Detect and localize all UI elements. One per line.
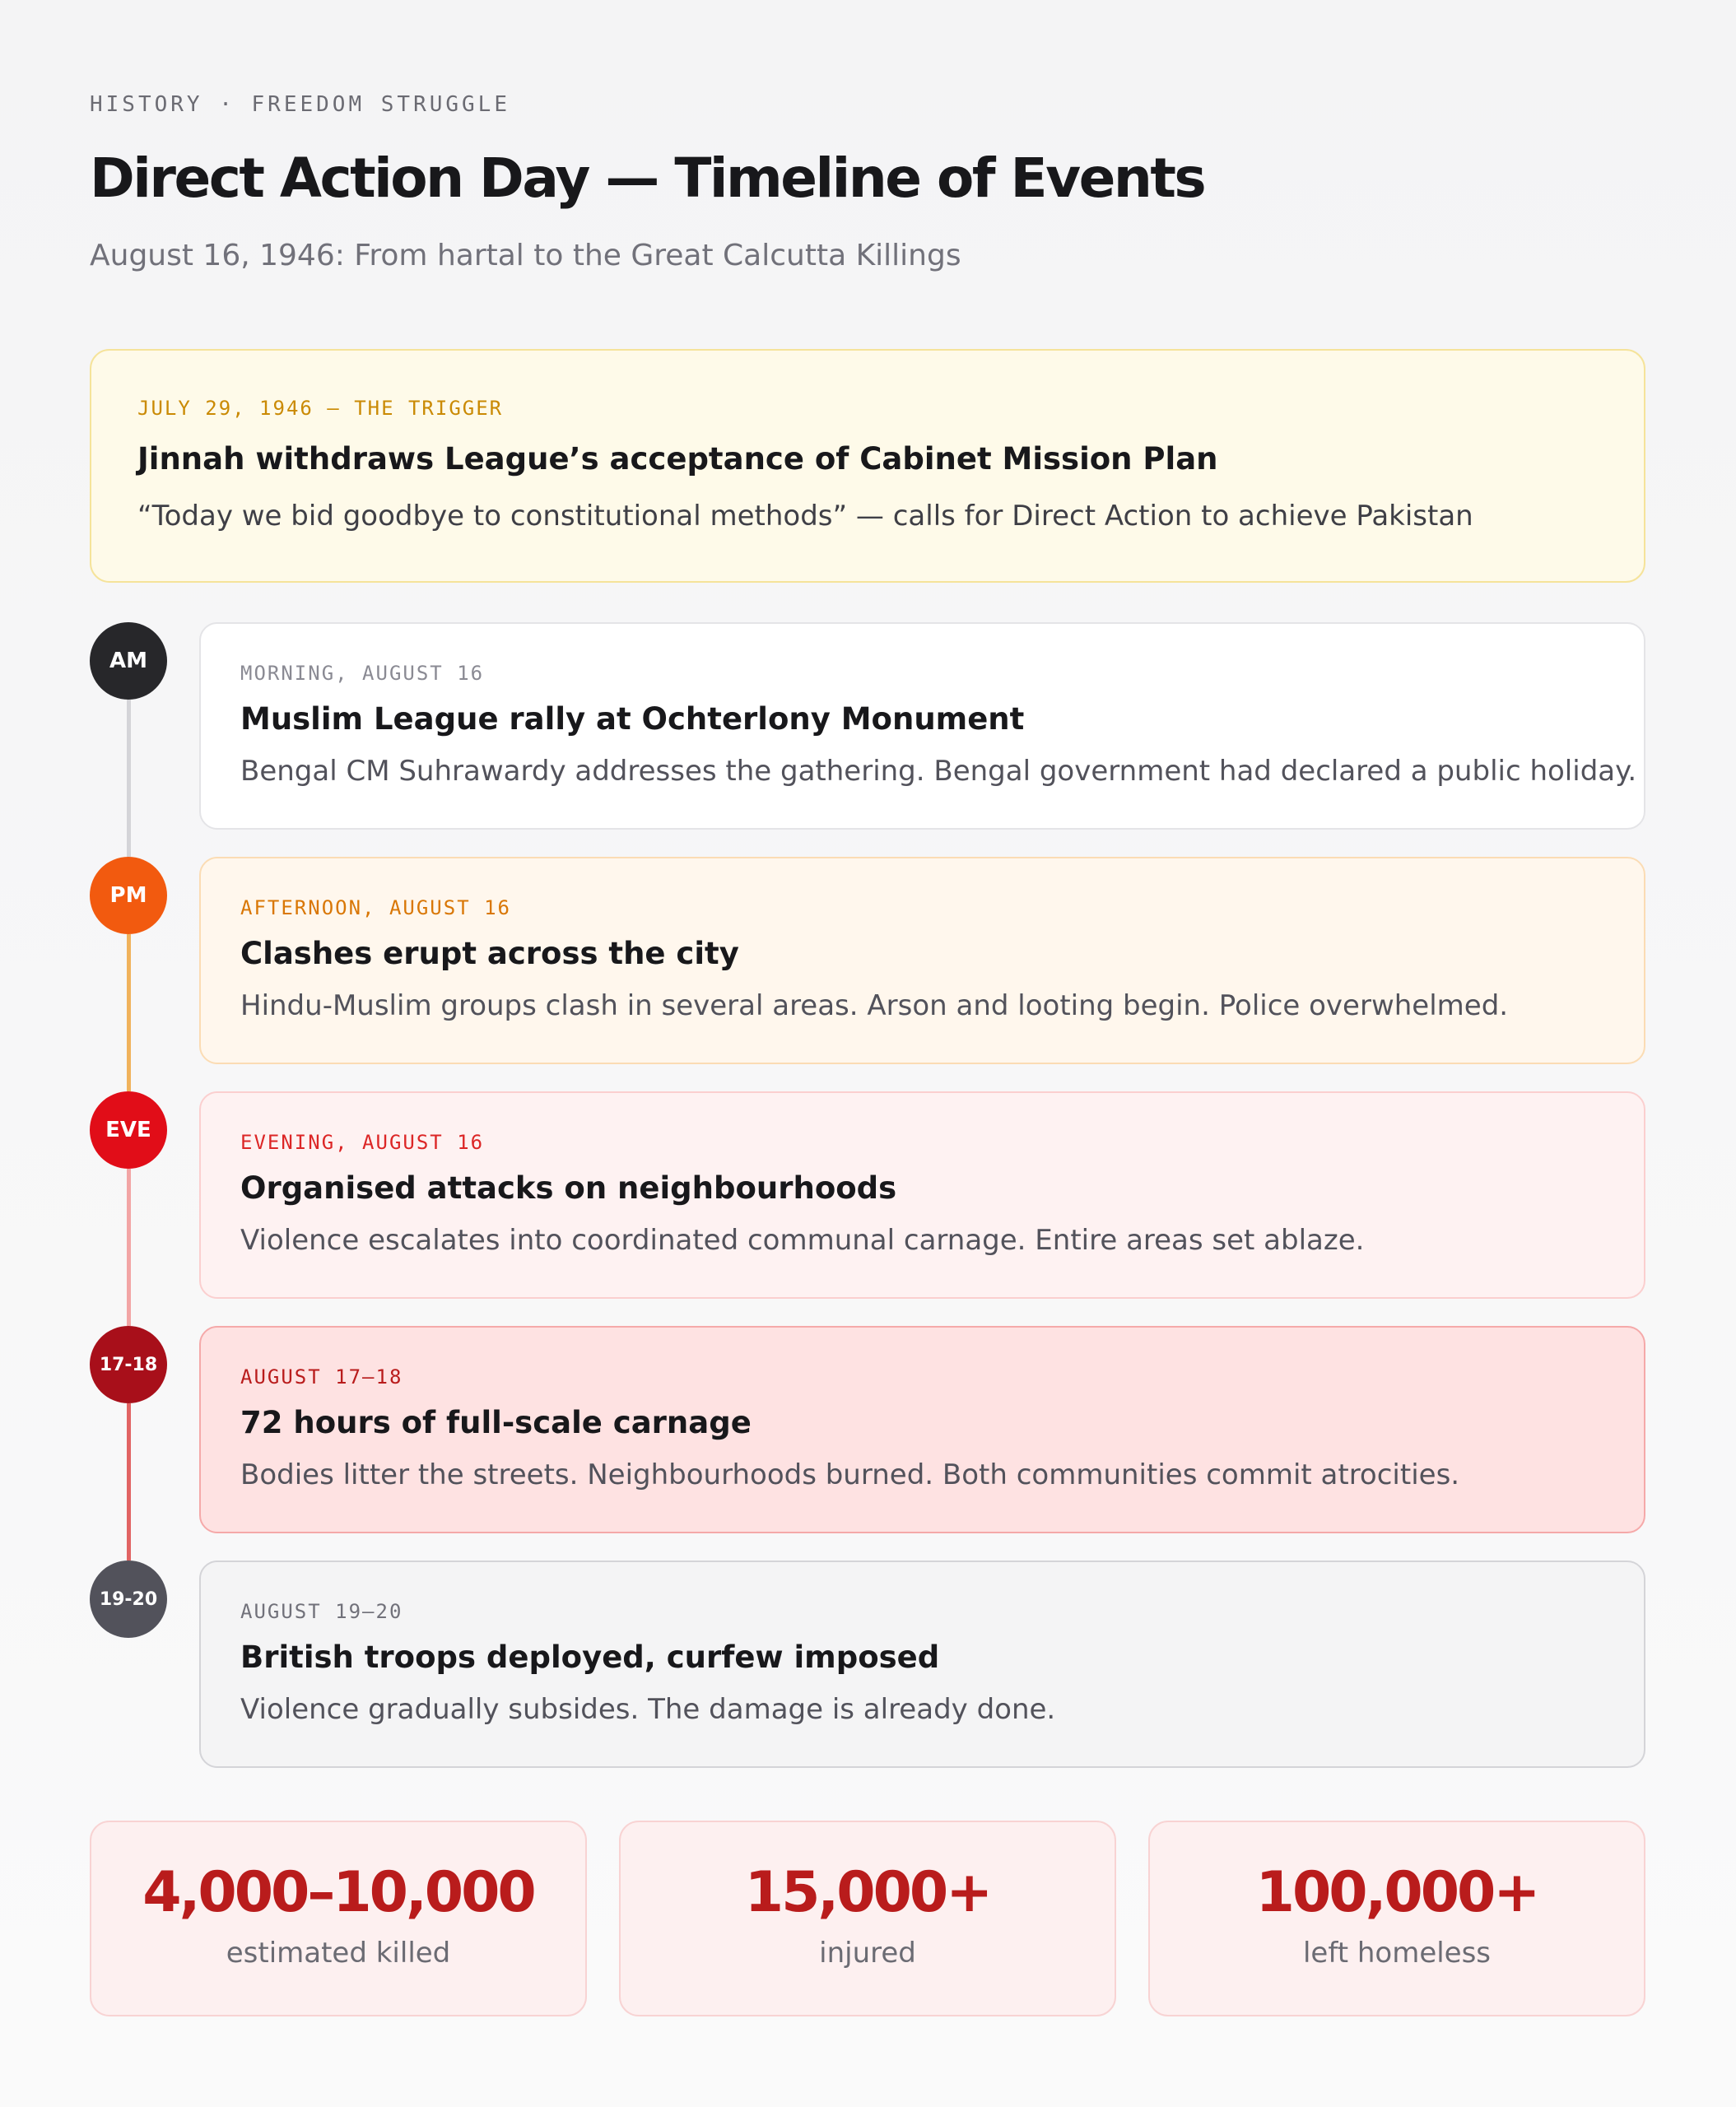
time-badge: PM <box>90 857 167 934</box>
time-badge: EVE <box>90 1091 167 1169</box>
event-card <box>199 1091 1645 1299</box>
event-card <box>199 1560 1645 1768</box>
event-label: AUGUST 19–20 <box>240 1600 403 1623</box>
page-title: Direct Action Day — Timeline of Events <box>90 147 1205 210</box>
stat-card-homeless <box>1148 1821 1645 2016</box>
event-card <box>199 622 1645 830</box>
event-description: Violence escalates into coordinated communal carnage. Entire areas set ablaze. <box>240 1224 1365 1257</box>
event-description: Hindu-Muslim groups clash in several areas. Arson and looting begin. Police overwhelmed. <box>240 989 1509 1022</box>
time-badge: AM <box>90 622 167 700</box>
event-label: AFTERNOON, AUGUST 16 <box>240 896 511 919</box>
stat-caption: left homeless <box>1302 1937 1492 1970</box>
stat-card-injured <box>619 1821 1116 2016</box>
event-card <box>199 857 1645 1064</box>
trigger-heading: Jinnah withdraws League’s acceptance of Cabinet Mission Plan <box>137 441 1218 477</box>
event-label: AUGUST 17–18 <box>240 1365 403 1388</box>
event-description: Bodies litter the streets. Neighbourhoods burned. Both communities commit atrocities. <box>240 1458 1460 1491</box>
event-description: Bengal CM Suhrawardy addresses the gathering. Bengal government had declared a public holiday. <box>240 755 1637 788</box>
stat-card-killed <box>90 1821 587 2016</box>
trigger-card <box>90 349 1645 583</box>
event-heading: Muslim League rally at Ochterlony Monument <box>240 701 1025 737</box>
eyebrow: HISTORY · FREEDOM STRUGGLE <box>90 92 510 117</box>
event-label: EVENING, AUGUST 16 <box>240 1131 485 1154</box>
event-heading: British troops deployed, curfew imposed <box>240 1640 940 1675</box>
event-label: MORNING, AUGUST 16 <box>240 662 485 685</box>
stat-caption: injured <box>819 1937 916 1970</box>
stat-value: 15,000+ <box>744 1860 991 1925</box>
timeline-event <box>90 1326 1645 1533</box>
timeline <box>90 622 1645 1770</box>
event-heading: Organised attacks on neighbourhoods <box>240 1170 897 1206</box>
time-badge: 17-18 <box>90 1326 167 1403</box>
page-subtitle: August 16, 1946: From hartal to the Great Calcutta Killings <box>90 239 961 272</box>
stat-value: 4,000–10,000 <box>142 1860 534 1925</box>
stat-value: 100,000+ <box>1255 1860 1538 1925</box>
event-card <box>199 1326 1645 1533</box>
event-description: Violence gradually subsides. The damage is already done. <box>240 1693 1056 1726</box>
timeline-event <box>90 1091 1645 1299</box>
event-heading: Clashes erupt across the city <box>240 936 739 971</box>
time-badge: 19-20 <box>90 1560 167 1638</box>
stat-caption: estimated killed <box>226 1937 451 1970</box>
trigger-description: “Today we bid goodbye to constitutional methods” — calls for Direct Action to achieve Pakistan <box>137 500 1473 533</box>
stats-row <box>90 1821 1645 2016</box>
trigger-label: JULY 29, 1946 — THE TRIGGER <box>137 397 504 420</box>
timeline-event <box>90 1560 1645 1768</box>
event-heading: 72 hours of full-scale carnage <box>240 1405 752 1440</box>
timeline-event <box>90 622 1645 830</box>
timeline-event <box>90 857 1645 1064</box>
